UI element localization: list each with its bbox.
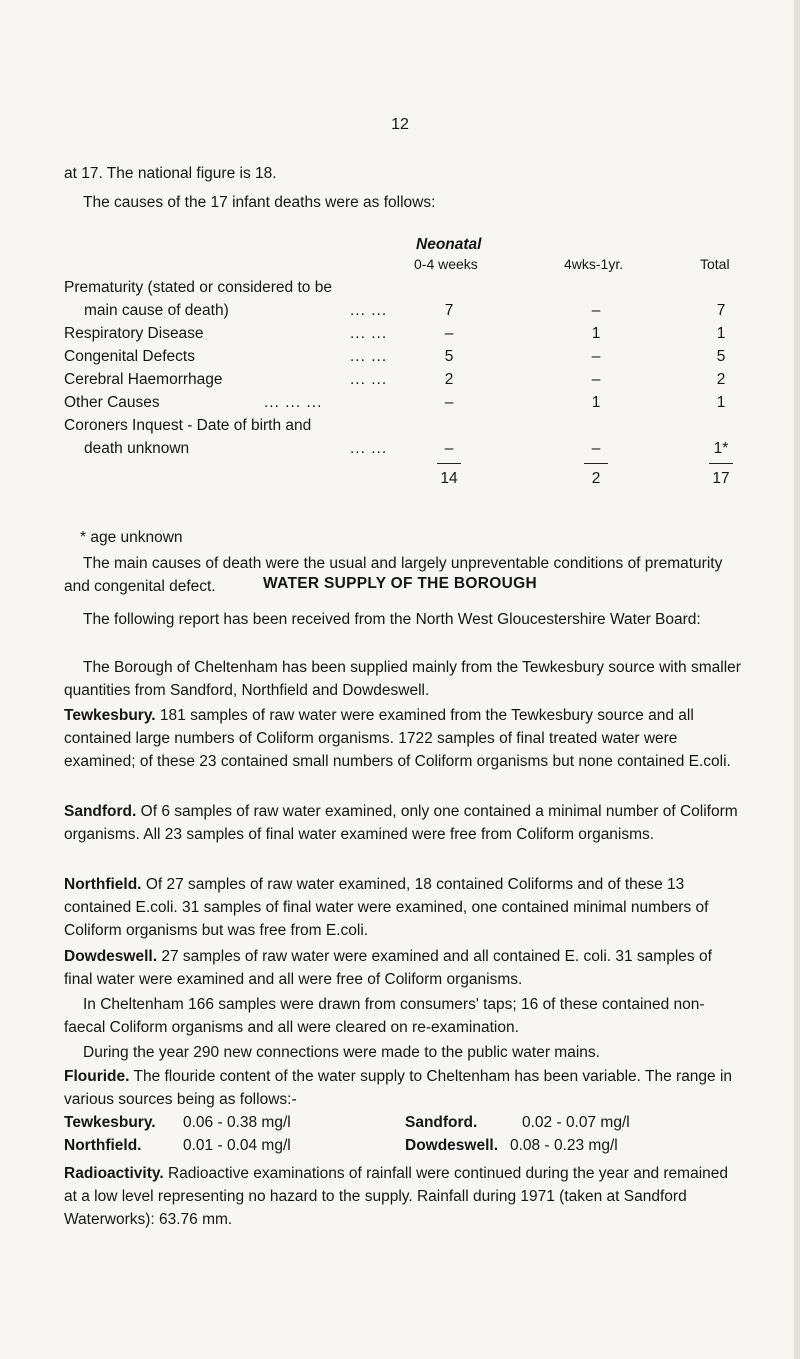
range-source-sandford: Sandford. xyxy=(405,1114,478,1131)
range-value-tewkesbury: 0.06 - 0.38 mg/l xyxy=(183,1114,291,1131)
row-label-prematurity-cont: main cause of death) xyxy=(84,302,229,319)
cell-cerebral-neonatal: 2 xyxy=(444,371,454,388)
para-sandford xyxy=(64,800,744,846)
page-edge xyxy=(794,0,800,1359)
para-connections: During the year 290 new connections were made to the public water mains. xyxy=(83,1044,600,1061)
footnote: * age unknown xyxy=(80,529,183,546)
leader-dots: ... ... ... xyxy=(264,394,323,411)
para-report: The following report has been received from the North West Gloucestershire Water Board: xyxy=(83,611,701,628)
leader-dots: ... ... xyxy=(350,325,388,342)
total-4wks: 2 xyxy=(591,470,601,487)
row-label-prematurity: Prematurity (stated or considered to be xyxy=(64,279,332,296)
cell-cerebral-total: 2 xyxy=(716,371,726,388)
para-main-causes: The main causes of death were the usual and largely unpreventable conditions of prematurity and congenital defect. xyxy=(64,555,723,595)
cell-other-4wks: 1 xyxy=(591,394,601,411)
cell-respiratory-4wks: 1 xyxy=(591,325,601,342)
page-number: 12 xyxy=(391,116,409,133)
para-radioactivity xyxy=(64,1162,744,1231)
label-dowdeswell: Dowdeswell. xyxy=(64,948,158,965)
range-value-dowdeswell: 0.08 - 0.23 mg/l xyxy=(510,1137,618,1154)
total-rule xyxy=(437,463,461,464)
row-label-cerebral: Cerebral Haemorrhage xyxy=(64,371,223,388)
cell-respiratory-neonatal: – xyxy=(444,325,454,342)
label-radioactivity: Radioactivity. xyxy=(64,1165,164,1182)
text-flouride: The flouride content of the water supply to Cheltenham has been variable. The range in various sources being as follows:- xyxy=(64,1068,733,1108)
leader-dots: ... ... xyxy=(350,371,388,388)
text-dowdeswell: 27 samples of raw water were examined and all contained E. coli. 31 samples of final water were examined and all were free of Coliform organisms. xyxy=(64,948,712,988)
text-radioactivity: Radioactive examinations of rainfall were continued during the year and remained at a low level representing no hazard to the supply. Rainfall during 1971 (taken at Sandford Waterworks): 63.76 mm. xyxy=(64,1165,729,1228)
text-northfield: Of 27 samples of raw water examined, 18 contained Coliforms and of these 13 contained E.coli. 31 samples of final water were examined, one contained minimal numbers of Coliform organisms but was free from E.coli. xyxy=(64,876,709,939)
row-label-congenital: Congenital Defects xyxy=(64,348,195,365)
col-header-total: Total xyxy=(700,256,730,272)
range-source-northfield: Northfield. xyxy=(64,1137,142,1154)
total-rule xyxy=(709,463,733,464)
row-label-coroners-cont: death unknown xyxy=(84,440,190,457)
cell-coroners-total: 1* xyxy=(713,440,729,457)
intro-line-2: The causes of the 17 infant deaths were as follows: xyxy=(83,194,436,211)
row-label-coroners: Coroners Inquest - Date of birth and xyxy=(64,417,312,434)
cell-congenital-neonatal: 5 xyxy=(444,348,454,365)
para-flouride xyxy=(64,1065,744,1111)
cell-coroners-neonatal: – xyxy=(444,440,454,457)
text-sandford: Of 6 samples of raw water examined, only one contained a minimal number of Coliform organisms. All 23 samples of final water examined were free from Coliform organisms. xyxy=(64,803,738,843)
label-tewkesbury: Tewkesbury. xyxy=(64,707,156,724)
total-neonatal: 14 xyxy=(440,470,458,487)
cell-prematurity-total: 7 xyxy=(716,302,726,319)
total-all: 17 xyxy=(712,470,730,487)
range-source-tewkesbury: Tewkesbury. xyxy=(64,1114,156,1131)
range-value-northfield: 0.01 - 0.04 mg/l xyxy=(183,1137,291,1154)
leader-dots: ... ... xyxy=(350,302,388,319)
infant-deaths-table xyxy=(64,236,754,516)
label-northfield: Northfield. xyxy=(64,876,142,893)
cell-prematurity-4wks: – xyxy=(591,302,601,319)
leader-dots: ... ... xyxy=(350,440,388,457)
total-rule xyxy=(584,463,608,464)
cell-coroners-4wks: – xyxy=(591,440,601,457)
para-consumers: In Cheltenham 166 samples were drawn from consumers' taps; 16 of these contained non-faecal Coliform organisms and all were cleared on re-examination. xyxy=(64,996,705,1036)
intro-line-1: at 17. The national figure is 18. xyxy=(64,165,277,182)
section-heading: WATER SUPPLY OF THE BOROUGH xyxy=(263,575,537,592)
leader-dots: ... ... xyxy=(350,348,388,365)
range-source-dowdeswell: Dowdeswell. xyxy=(405,1137,499,1154)
cell-respiratory-total: 1 xyxy=(716,325,726,342)
cell-other-total: 1 xyxy=(716,394,726,411)
row-label-other: Other Causes xyxy=(64,394,160,411)
cell-prematurity-neonatal: 7 xyxy=(444,302,454,319)
cell-cerebral-4wks: – xyxy=(591,371,601,388)
cell-congenital-total: 5 xyxy=(716,348,726,365)
para-dowdeswell xyxy=(64,945,744,991)
label-flouride: Flouride. xyxy=(64,1068,130,1085)
col-header-0-4-weeks: 0-4 weeks xyxy=(414,256,478,272)
para-supplied: The Borough of Cheltenham has been supplied mainly from the Tewkesbury source with smaller quantities from Sandford, Northfield and Dowdeswell. xyxy=(64,659,741,699)
cell-other-neonatal: – xyxy=(444,394,454,411)
para-tewkesbury xyxy=(64,704,744,773)
col-header-4wks-1yr: 4wks-1yr. xyxy=(564,256,624,272)
label-sandford: Sandford. xyxy=(64,803,137,820)
range-value-sandford: 0.02 - 0.07 mg/l xyxy=(522,1114,630,1131)
cell-congenital-4wks: – xyxy=(591,348,601,365)
neonatal-header: Neonatal xyxy=(416,236,482,253)
row-label-respiratory: Respiratory Disease xyxy=(64,325,204,342)
text-tewkesbury: 181 samples of raw water were examined from the Tewkesbury source and all contained large numbers of Coliform organisms. 1722 samples of final treated water were examined; of these 23 contained small numbers of Coliform organisms but none contained E.coli. xyxy=(64,707,731,770)
para-northfield xyxy=(64,873,744,942)
